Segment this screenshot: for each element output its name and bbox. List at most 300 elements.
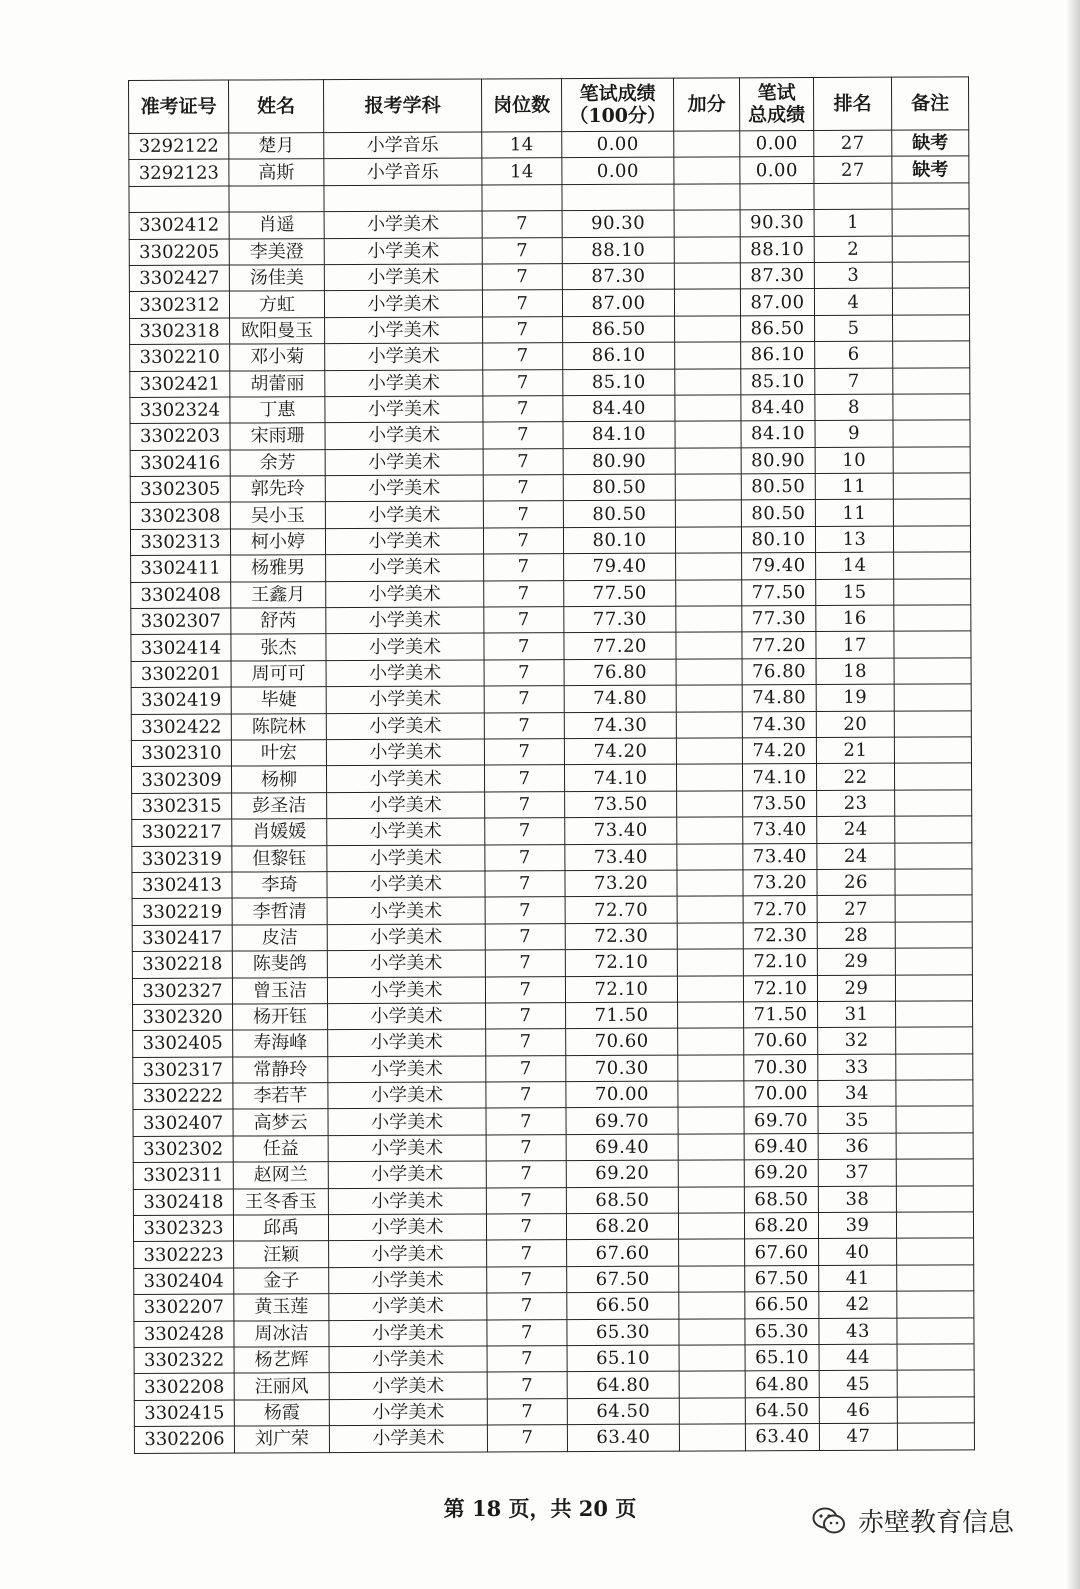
cell-written-score: 73.40 [565, 817, 677, 844]
cell-bonus [674, 184, 740, 211]
cell-written-score: 74.20 [564, 738, 676, 765]
cell-total-score: 73.40 [743, 817, 817, 844]
cell-subject: 小学美术 [326, 660, 484, 687]
cell-total-score: 80.90 [741, 447, 815, 474]
cell-name: 宋雨珊 [230, 423, 325, 450]
cell-bonus [678, 1134, 744, 1161]
cell-total-score: 90.30 [740, 210, 814, 237]
cell-name: 杨艺辉 [234, 1347, 329, 1374]
cell-total-score: 74.30 [742, 711, 816, 738]
cell-exam-id: 3302418 [133, 1189, 233, 1216]
cell-bonus [675, 448, 741, 475]
table-row [132, 816, 972, 846]
cell-rank: 11 [815, 500, 893, 527]
cell-positions: 7 [483, 343, 563, 370]
cell-exam-id: 3302419 [131, 687, 231, 714]
cell-positions: 7 [484, 554, 564, 581]
cell-written-score: 87.00 [562, 289, 674, 316]
table-row [132, 790, 972, 820]
cell-exam-id: 3302223 [134, 1241, 234, 1268]
cell-total-score: 80.10 [741, 526, 815, 553]
cell-bonus [675, 368, 741, 395]
table-row [129, 209, 969, 239]
cell-exam-id: 3302311 [133, 1162, 233, 1189]
cell-written-score: 72.10 [565, 949, 677, 976]
cell-positions: 7 [487, 1319, 567, 1346]
cell-subject: 小学美术 [325, 475, 483, 502]
cell-positions: 7 [484, 633, 564, 660]
cell-total-score: 74.20 [742, 737, 816, 764]
cell-bonus [675, 500, 741, 527]
cell-name: 余芳 [230, 449, 325, 476]
cell-written-score: 69.20 [566, 1160, 678, 1187]
cell-name: 李哲清 [232, 898, 327, 925]
cell-positions: 7 [483, 501, 563, 528]
cell-total-score: 71.50 [744, 1001, 818, 1028]
table-body [129, 130, 975, 1453]
cell-subject: 小学美术 [329, 1425, 487, 1452]
cell-bonus [675, 395, 741, 422]
cell-name: 王鑫月 [231, 581, 326, 608]
cell-bonus [677, 791, 743, 818]
cell-bonus [677, 975, 743, 1002]
cell-name: 肖遥 [229, 212, 324, 239]
cell-positions: 7 [485, 976, 565, 1003]
cell-exam-id: 3302405 [133, 1030, 233, 1057]
cell-exam-id: 3302318 [130, 318, 230, 345]
cell-subject: 小学美术 [324, 211, 482, 238]
cell-remark [897, 1265, 974, 1292]
cell-rank: 13 [815, 526, 893, 553]
cell-bonus [679, 1345, 745, 1372]
cell-written-score: 72.10 [565, 976, 677, 1003]
cell-bonus [678, 1186, 744, 1213]
cell-exam-id: 3302428 [134, 1321, 234, 1348]
cell-total-score: 63.40 [745, 1424, 819, 1451]
page-edge-shadow [1066, 0, 1080, 1589]
cell-rank: 1 [814, 209, 892, 236]
header-total-score-line1: 笔试 [757, 82, 796, 105]
table-row [131, 578, 971, 608]
cell-bonus [678, 1213, 744, 1240]
cell-subject [324, 185, 482, 212]
cell-bonus [674, 131, 740, 158]
table-row [134, 1370, 974, 1400]
cell-total-score: 80.50 [741, 500, 815, 527]
cell-subject: 小学美术 [327, 871, 485, 898]
cell-total-score: 74.10 [742, 764, 816, 791]
cell-subject: 小学美术 [326, 607, 484, 634]
cell-rank: 20 [816, 711, 894, 738]
cell-written-score: 80.50 [563, 474, 675, 501]
table-row [129, 156, 969, 186]
cell-total-score: 67.50 [745, 1265, 819, 1292]
cell-exam-id: 3302324 [130, 397, 230, 424]
cell-exam-id: 3302413 [132, 872, 232, 899]
table-row [133, 1133, 973, 1163]
cell-bonus [677, 923, 743, 950]
cell-rank [814, 183, 892, 210]
cell-total-score: 77.50 [742, 579, 816, 606]
cell-remark [896, 1027, 973, 1054]
cell-bonus [677, 817, 743, 844]
cell-rank: 39 [818, 1212, 896, 1239]
cell-name: 吴小玉 [230, 502, 325, 529]
cell-name: 任益 [233, 1135, 328, 1162]
cell-remark [897, 1397, 974, 1424]
cell-subject: 小学美术 [325, 343, 483, 370]
cell-bonus [676, 711, 742, 738]
cell-remark [894, 737, 971, 764]
cell-positions: 7 [483, 527, 563, 554]
header-written-score [561, 78, 673, 131]
cell-positions: 7 [482, 290, 562, 317]
cell-rank: 45 [819, 1371, 897, 1398]
table-row [134, 1291, 974, 1321]
cell-written-score: 74.10 [564, 764, 676, 791]
cell-written-score: 0.00 [562, 158, 674, 185]
cell-bonus [675, 527, 741, 554]
table-row [129, 130, 969, 160]
cell-positions: 7 [483, 369, 563, 396]
cell-bonus [679, 1398, 745, 1425]
cell-written-score: 73.20 [565, 870, 677, 897]
cell-subject: 小学美术 [327, 924, 485, 951]
table-row [133, 1001, 973, 1031]
cell-positions: 7 [487, 1372, 567, 1399]
cell-exam-id: 3302310 [131, 740, 231, 767]
table-row [132, 842, 972, 872]
cell-subject: 小学美术 [329, 1240, 487, 1267]
cell-rank: 27 [814, 130, 892, 157]
cell-total-score: 72.10 [743, 949, 817, 976]
table-row [133, 1027, 973, 1057]
cell-positions: 7 [484, 659, 564, 686]
cell-total-score: 73.20 [743, 869, 817, 896]
cell-name: 杨雅男 [231, 555, 326, 582]
cell-rank: 34 [818, 1080, 896, 1107]
cell-positions: 14 [482, 158, 562, 185]
cell-subject: 小学美术 [326, 686, 484, 713]
cell-rank: 46 [819, 1397, 897, 1424]
cell-remark [896, 1106, 973, 1133]
cell-total-score: 73.50 [743, 790, 817, 817]
cell-written-score: 73.40 [565, 844, 677, 871]
cell-exam-id: 3302327 [132, 978, 232, 1005]
cell-exam-id: 3302319 [132, 846, 232, 873]
cell-positions: 7 [484, 739, 564, 766]
watermark [812, 1502, 1014, 1539]
cell-bonus [674, 263, 740, 290]
cell-total-score: 65.10 [745, 1344, 819, 1371]
cell-bonus [677, 896, 743, 923]
cell-subject: 小学美术 [329, 1267, 487, 1294]
cell-name: 陈斐鸽 [232, 951, 327, 978]
cell-exam-id: 3302203 [130, 423, 230, 450]
cell-subject: 小学美术 [327, 792, 485, 819]
cell-rank: 33 [818, 1054, 896, 1081]
cell-bonus [678, 1028, 744, 1055]
table-row [133, 1106, 973, 1136]
cell-name: 杨开钰 [233, 1004, 328, 1031]
cell-name: 邱禹 [233, 1215, 328, 1242]
cell-total-score: 79.40 [742, 553, 816, 580]
cell-exam-id: 3302307 [131, 608, 231, 635]
cell-subject: 小学美术 [324, 264, 482, 291]
header-written-score-line2: （100分） [569, 104, 667, 128]
cell-positions: 7 [487, 1266, 567, 1293]
cell-written-score: 76.80 [564, 659, 676, 686]
cell-rank: 23 [817, 790, 895, 817]
cell-positions: 7 [483, 316, 563, 343]
cell-bonus [678, 1002, 744, 1029]
cell-bonus [678, 1054, 744, 1081]
cell-exam-id: 3302312 [129, 291, 229, 318]
cell-exam-id: 3302222 [133, 1083, 233, 1110]
cell-total-score: 64.80 [745, 1371, 819, 1398]
cell-bonus [677, 949, 743, 976]
cell-total-score: 69.40 [744, 1133, 818, 1160]
cell-remark [896, 1212, 973, 1239]
cell-bonus [676, 606, 742, 633]
cell-written-score: 72.30 [565, 923, 677, 950]
cell-positions: 7 [482, 211, 562, 238]
cell-name: 丁惠 [230, 397, 325, 424]
cell-name: 毕婕 [231, 687, 326, 714]
cell-rank: 32 [818, 1027, 896, 1054]
cell-positions: 7 [485, 950, 565, 977]
cell-remark [895, 922, 972, 949]
table-row [130, 447, 970, 477]
cell-written-score: 84.10 [563, 421, 675, 448]
table-row [133, 1185, 973, 1215]
cell-subject: 小学音乐 [324, 132, 482, 159]
cell-rank: 31 [818, 1001, 896, 1028]
cell-rank: 8 [815, 394, 893, 421]
cell-written-score: 63.40 [567, 1424, 679, 1451]
cell-written-score: 80.90 [563, 448, 675, 475]
cell-positions: 7 [483, 422, 563, 449]
cell-rank: 7 [815, 368, 893, 395]
cell-subject: 小学音乐 [324, 158, 482, 185]
cell-exam-id: 3302317 [133, 1057, 233, 1084]
table-row [134, 1238, 974, 1268]
cell-positions: 7 [487, 1398, 567, 1425]
cell-subject: 小学美术 [328, 1214, 486, 1241]
header-total-score [739, 78, 813, 131]
cell-exam-id: 3302219 [132, 898, 232, 925]
cell-positions: 7 [486, 1161, 566, 1188]
table-row [129, 235, 969, 265]
cell-name: 胡蕾丽 [230, 370, 325, 397]
cell-name: 汪颖 [234, 1241, 329, 1268]
cell-positions: 7 [485, 897, 565, 924]
table-row [132, 948, 972, 978]
cell-subject: 小学美术 [326, 554, 484, 581]
page-number: 第 18 页，共 20 页 [443, 1496, 637, 1521]
cell-positions: 7 [485, 791, 565, 818]
table-row [130, 394, 970, 424]
cell-exam-id: 3302323 [133, 1215, 233, 1242]
cell-name: 李美澄 [229, 238, 324, 265]
cell-name: 彭圣洁 [232, 792, 327, 819]
cell-bonus [676, 632, 742, 659]
cell-remark [896, 1133, 973, 1160]
table-row [129, 288, 969, 318]
cell-bonus [676, 553, 742, 580]
cell-bonus [675, 316, 741, 343]
cell-remark [896, 1159, 973, 1186]
cell-subject: 小学美术 [328, 1108, 486, 1135]
cell-remark [897, 1344, 974, 1371]
cell-name: 楚月 [229, 133, 324, 160]
cell-subject: 小学美术 [329, 1320, 487, 1347]
cell-rank: 19 [816, 684, 894, 711]
cell-rank: 29 [817, 975, 895, 1002]
cell-remark [896, 1053, 973, 1080]
cell-remark: 缺考 [892, 156, 969, 183]
cell-subject: 小学美术 [327, 844, 485, 871]
cell-total-score: 88.10 [740, 236, 814, 263]
cell-exam-id: 3302309 [131, 766, 231, 793]
cell-written-score: 80.50 [563, 501, 675, 528]
cell-exam-id: 3302308 [130, 503, 230, 530]
header-row [129, 77, 969, 134]
cell-name: 柯小婷 [230, 529, 325, 556]
table-row [129, 262, 969, 292]
cell-subject: 小学美术 [329, 1399, 487, 1426]
cell-bonus [678, 1081, 744, 1108]
cell-written-score: 0.00 [562, 131, 674, 158]
table-row [134, 1265, 974, 1295]
cell-positions: 7 [487, 1425, 567, 1452]
table-row [134, 1317, 974, 1347]
cell-positions: 7 [483, 396, 563, 423]
cell-written-score: 68.20 [566, 1213, 678, 1240]
table-row [131, 631, 971, 661]
table-row [131, 763, 971, 793]
cell-exam-id: 3302217 [132, 819, 232, 846]
cell-name: 但黎钰 [232, 845, 327, 872]
cell-subject: 小学美术 [328, 1082, 486, 1109]
cell-bonus [679, 1292, 745, 1319]
cell-rank: 9 [815, 420, 893, 447]
cell-name: 周可可 [231, 660, 326, 687]
cell-positions: 7 [483, 475, 563, 502]
cell-rank: 3 [814, 262, 892, 289]
cell-bonus [677, 843, 743, 870]
table-row [133, 1212, 973, 1242]
cell-written-score: 67.60 [567, 1240, 679, 1267]
header-total-score-line2: 总成绩 [748, 104, 806, 127]
cell-written-score: 87.30 [562, 263, 674, 290]
cell-exam-id: 3292123 [129, 159, 229, 186]
cell-rank: 11 [815, 473, 893, 500]
cell-name: 常静玲 [233, 1056, 328, 1083]
score-table [128, 76, 975, 1453]
table-row [134, 1397, 974, 1427]
cell-positions: 7 [487, 1240, 567, 1267]
header-exam-id: 准考证号 [129, 80, 229, 133]
cell-total-score: 0.00 [740, 157, 814, 184]
cell-exam-id: 3302421 [130, 371, 230, 398]
cell-subject: 小学美术 [324, 238, 482, 265]
cell-bonus [678, 1160, 744, 1187]
cell-written-score: 90.30 [562, 210, 674, 237]
cell-name: 方虹 [229, 291, 324, 318]
cell-written-score: 64.80 [567, 1371, 679, 1398]
cell-total-score: 86.10 [741, 342, 815, 369]
cell-subject: 小学美术 [329, 1372, 487, 1399]
cell-exam-id: 3302302 [133, 1136, 233, 1163]
table-row [131, 552, 971, 582]
cell-total-score: 85.10 [741, 368, 815, 395]
cell-name: 周冰洁 [234, 1320, 329, 1347]
cell-subject: 小学美术 [328, 1056, 486, 1083]
cell-exam-id: 3302313 [130, 529, 230, 556]
cell-remark: 缺考 [892, 130, 969, 157]
cell-bonus [675, 421, 741, 448]
wechat-icon [812, 1507, 846, 1535]
cell-positions: 7 [484, 765, 564, 792]
cell-subject: 小学美术 [325, 501, 483, 528]
cell-bonus [675, 342, 741, 369]
cell-remark [895, 948, 972, 975]
cell-rank: 44 [819, 1344, 897, 1371]
cell-subject: 小学美术 [327, 897, 485, 924]
cell-total-score: 74.80 [742, 685, 816, 712]
cell-total-score: 84.40 [741, 394, 815, 421]
cell-exam-id: 3302208 [134, 1373, 234, 1400]
cell-rank: 17 [816, 632, 894, 659]
cell-rank: 27 [817, 895, 895, 922]
cell-total-score: 73.40 [743, 843, 817, 870]
table-row [130, 341, 970, 371]
cell-subject: 小学美术 [325, 369, 483, 396]
cell-written-score: 70.30 [566, 1055, 678, 1082]
header-positions: 岗位数 [481, 79, 561, 132]
cell-remark [892, 183, 969, 210]
cell-name: 肖媛媛 [232, 819, 327, 846]
header-subject: 报考学科 [324, 79, 482, 133]
cell-written-score: 77.30 [564, 606, 676, 633]
cell-positions: 7 [484, 686, 564, 713]
cell-name: 汤佳美 [229, 265, 324, 292]
cell-remark [895, 895, 972, 922]
cell-name: 舒芮 [231, 608, 326, 635]
cell-rank: 10 [815, 447, 893, 474]
cell-subject: 小学美术 [325, 396, 483, 423]
cell-remark [893, 447, 970, 474]
cell-rank: 38 [818, 1186, 896, 1213]
cell-name [229, 185, 324, 212]
cell-written-score: 84.40 [563, 395, 675, 422]
cell-name: 汪丽风 [234, 1373, 329, 1400]
cell-remark [893, 341, 970, 368]
cell-written-score: 80.10 [563, 527, 675, 554]
cell-name: 高梦云 [233, 1109, 328, 1136]
cell-bonus [675, 474, 741, 501]
table-row [132, 869, 972, 899]
cell-subject: 小学美术 [325, 449, 483, 476]
cell-rank: 35 [818, 1107, 896, 1134]
cell-rank: 6 [815, 341, 893, 368]
cell-name: 李琦 [232, 872, 327, 899]
cell-rank: 28 [817, 922, 895, 949]
cell-rank: 26 [817, 869, 895, 896]
header-remark: 备注 [891, 77, 968, 130]
cell-remark [896, 1001, 973, 1028]
